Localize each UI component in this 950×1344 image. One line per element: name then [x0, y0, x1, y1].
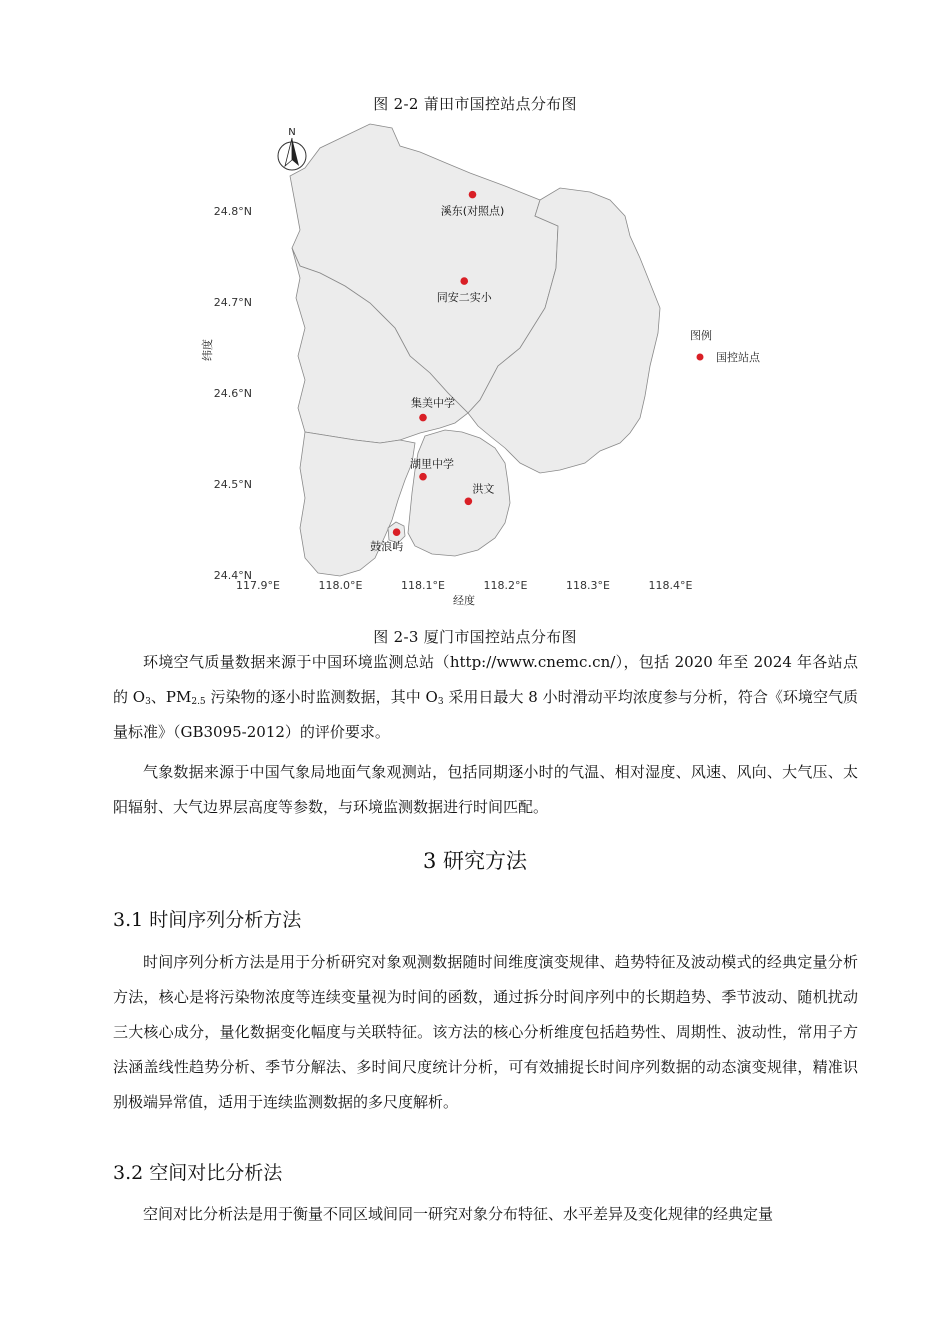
y-tick-label: 24.5°N — [213, 478, 252, 491]
xiamen-station-map — [0, 118, 950, 618]
station-label: 同安二实小 — [436, 291, 492, 305]
station-marker — [419, 473, 427, 481]
station-label: 集美中学 — [411, 396, 455, 410]
y-axis-label: 纬度 — [201, 339, 214, 361]
section-3-title: 3 研究方法 — [422, 849, 528, 873]
station-marker — [460, 277, 468, 285]
y-tick-label: 24.8°N — [213, 205, 252, 218]
x-tick-label: 118.4°E — [648, 579, 693, 592]
section-3-2-paragraph: 空间对比分析法是用于衡量不同区域间同一研究对象分布特征、水平差异及变化规律的经典定量 — [143, 1205, 774, 1223]
y-tick-label: 24.7°N — [213, 296, 252, 309]
y-axis-ticks — [214, 205, 252, 582]
map-legend — [690, 328, 761, 364]
x-axis-ticks — [236, 579, 692, 592]
section-3-2-title: 3.2 空间对比分析法 — [113, 1162, 283, 1184]
figure-2-2-caption: 图 2-2 莆田市国控站点分布图 — [373, 95, 577, 113]
station-marker — [393, 528, 401, 536]
xiamen-island — [408, 430, 510, 556]
station-label: 湖里中学 — [410, 457, 454, 471]
haicang-district — [300, 432, 415, 576]
data-source-paragraph-1: 环境空气质量数据来源于中国环境监测总站（http://www.cnemc.cn/），包括 2020 年至 2024 年各站点的 $O_3$、$PM_{2.5}$ 污染物的逐小时监测数据，其中 $O_3$ 采用日最大 8 小时滑动平均浓度参与分析，符合《环境空气质量标准》（GB3095-2012）的评价要求。 — [113, 653, 858, 741]
legend-item-label: 国控站点 — [716, 351, 760, 364]
y-tick-label: 24.6°N — [213, 387, 252, 400]
north-label: N — [288, 127, 296, 138]
figure-2-3-caption: 图 2-3 厦门市国控站点分布图 — [373, 628, 577, 646]
station-label: 鼓浪屿 — [370, 540, 404, 554]
x-tick-label: 118.1°E — [401, 579, 445, 592]
section-3-1-title: 3.1 时间序列分析方法 — [113, 909, 302, 931]
x-tick-label: 118.3°E — [566, 579, 610, 592]
station-marker — [469, 191, 477, 199]
x-tick-label: 117.9°E — [236, 579, 280, 592]
x-axis-label: 经度 — [453, 594, 475, 607]
x-tick-label: 118.0°E — [318, 579, 363, 592]
station-label: 溪东(对照点) — [440, 204, 505, 218]
legend-title: 图例 — [690, 329, 712, 342]
data-source-paragraph-2: 气象数据来源于中国气象局地面气象观测站，包括同期逐小时的气温、相对湿度、风速、风向、大气压、太阳辐射、大气边界层高度等参数，与环境监测数据进行时间匹配。 — [113, 763, 858, 816]
y-tick-label: 24.4°N — [213, 569, 252, 582]
north-arrow — [278, 127, 306, 170]
station-marker — [419, 414, 427, 422]
station-marker — [465, 497, 473, 505]
section-3-1-paragraph: 时间序列分析方法是用于分析研究对象观测数据随时间维度演变规律、趋势特征及波动模式的经典定量分析方法，核心是将污染物浓度等连续变量视为时间的函数，通过拆分时间序列中的长期趋势、季节波动、随机扰动三大核心成分，量化数据变化幅度与关联特征。该方法的核心分析维度包括趋势性、周期性、波动性，常用子方法涵盖线性趋势分析、季节分解法、多时间尺度统计分析，可有效捕捉长时间序列数据的动态演变规律，精准识别极端异常值，适用于连续监测数据的多尺度解析。 — [113, 953, 858, 1111]
x-tick-label: 118.2°E — [483, 579, 528, 592]
legend-marker — [697, 354, 704, 361]
station-label: 洪文 — [472, 482, 495, 496]
